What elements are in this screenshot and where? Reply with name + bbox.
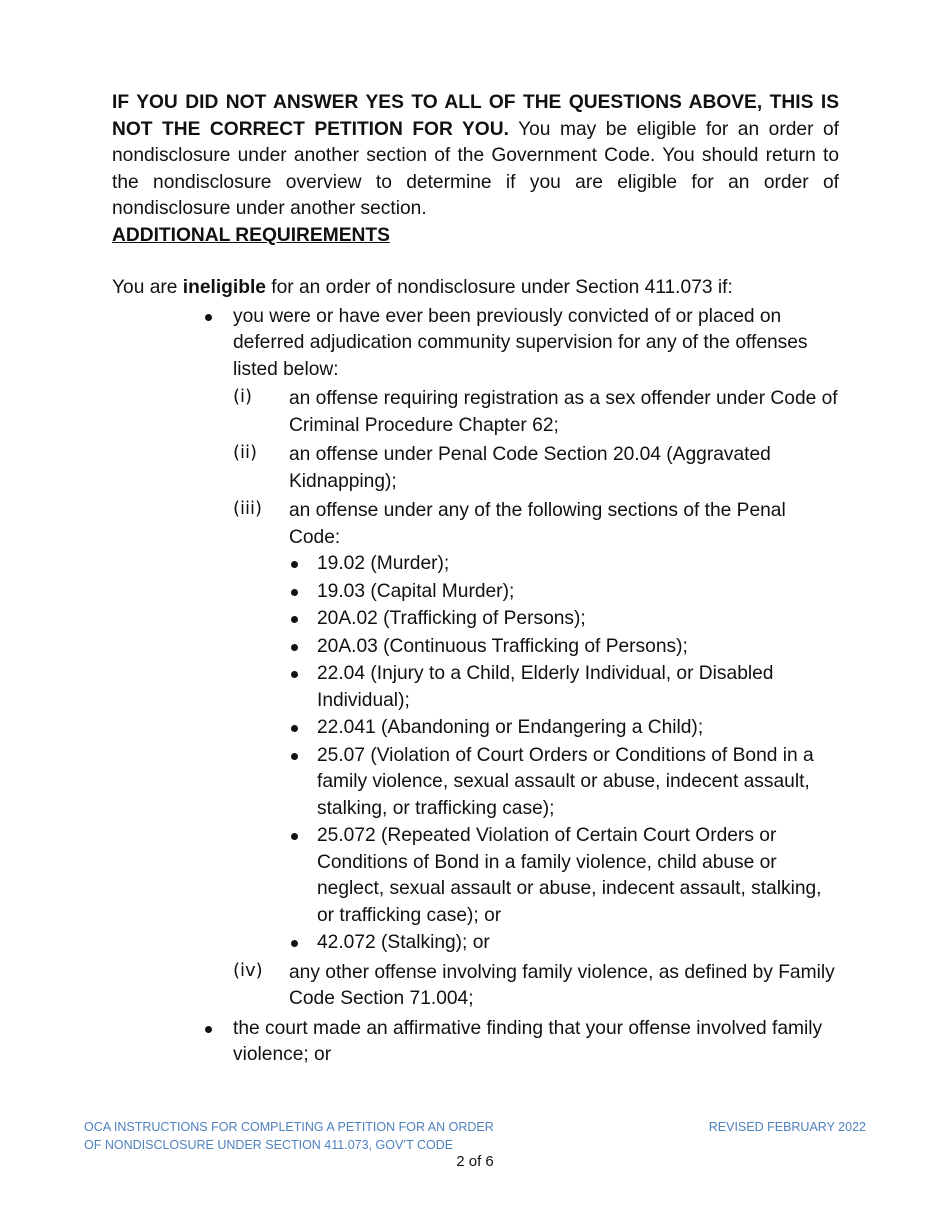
footer-title-line-1: OCA INSTRUCTIONS FOR COMPLETING A PETITION FOR AN ORDER (84, 1120, 494, 1134)
penal-code-item (289, 551, 839, 578)
intro-text: You may be eligible for an order of nondisclosure under another section of the Government Code. You should return to the nondisclosure overview to determine if you are eligible for an order of nondisclosure under another section. (112, 118, 839, 219)
bullet-icon (205, 1026, 212, 1033)
section-heading: ADDITIONAL REQUIREMENTS (112, 224, 390, 246)
penal-code-list (289, 551, 839, 957)
offense-item (233, 442, 839, 495)
bullet-icon (291, 616, 298, 623)
list-item-text: the court made an affirmative finding that your offense involved family violence; or (233, 1017, 823, 1065)
offense-label: (iii) (233, 498, 263, 519)
penal-code-item (289, 715, 839, 742)
footer-document-title (84, 1118, 494, 1154)
bullet-icon (291, 671, 298, 678)
offense-item (233, 960, 839, 1013)
offense-label: (i) (233, 386, 253, 407)
bullet-icon (291, 589, 298, 596)
ineligibility-lead (112, 275, 839, 302)
offense-text: an offense requiring registration as a sex offender under Code of Criminal Procedure Chapter 62; (289, 388, 838, 436)
offense-text: an offense under any of the following sections of the Penal Code: (289, 500, 786, 548)
intro-warning: IF YOU DID NOT ANSWER YES TO ALL OF THE QUESTIONS ABOVE, THIS IS NOT THE CORRECT PETITION FOR YOU. (112, 92, 839, 140)
penal-code-text: 42.072 (Stalking); or (317, 932, 490, 953)
offense-item (233, 386, 839, 439)
bullet-icon (291, 940, 298, 947)
penal-code-text: 25.072 (Repeated Violation of Certain Court Orders or Conditions of Bond in a family violence, child abuse or neglect, sexual assault or abuse, indecent assault, stalking, or trafficking case); or (317, 825, 822, 926)
penal-code-item (289, 606, 839, 633)
list-item-text: you were or have ever been previously convicted of or placed on deferred adjudication community supervision for any of the offenses listed below: (233, 305, 808, 380)
penal-code-text: 19.02 (Murder); (317, 553, 450, 574)
penal-code-item (289, 743, 839, 823)
ineligibility-list (112, 304, 839, 1069)
lead-text-before: You are (112, 277, 183, 298)
lead-text-bold: ineligible (182, 277, 266, 298)
offense-label: (ii) (233, 442, 258, 463)
bullet-icon (205, 314, 212, 321)
intro-paragraph (112, 90, 839, 223)
penal-code-item (289, 579, 839, 606)
penal-code-text: 22.041 (Abandoning or Endangering a Child); (317, 717, 704, 738)
offense-item (233, 498, 839, 957)
bullet-icon (291, 561, 298, 568)
bullet-icon (291, 753, 298, 760)
offense-text: an offense under Penal Code Section 20.04 (Aggravated Kidnapping); (289, 444, 771, 492)
footer-title-line-2: OF NONDISCLOSURE UNDER SECTION 411.073, GOV’T CODE (84, 1138, 454, 1152)
penal-code-item (289, 823, 839, 929)
penal-code-text: 20A.03 (Continuous Trafficking of Persons); (317, 635, 688, 657)
lead-text-after: for an order of nondisclosure under Section 411.073 if: (265, 277, 733, 298)
penal-code-item (289, 661, 839, 714)
penal-code-text: 20A.02 (Trafficking of Persons); (317, 608, 586, 629)
bullet-icon (291, 833, 298, 840)
penal-code-text: 22.04 (Injury to a Child, Elderly Individual, or Disabled Individual); (317, 663, 774, 711)
list-item (205, 304, 839, 1013)
penal-code-item (289, 634, 839, 661)
document-body (112, 90, 839, 1069)
footer-revision-date: REVISED FEBRUARY 2022 (708, 1120, 866, 1134)
penal-code-item (289, 930, 839, 957)
bullet-icon (291, 644, 298, 651)
list-item (205, 1016, 839, 1069)
penal-code-text: 25.07 (Violation of Court Orders or Conditions of Bond in a family violence, sexual assault or abuse, indecent assault, stalking, or trafficking case); (317, 744, 814, 819)
offense-label: (iv) (233, 959, 263, 981)
penal-code-text: 19.03 (Capital Murder); (317, 580, 515, 602)
offense-text: any other offense involving family violence, as defined by Family Code Section 71.004; (289, 961, 835, 1009)
offense-list (233, 386, 839, 1013)
page-number: 2 of 6 (456, 1153, 494, 1170)
bullet-icon (291, 725, 298, 732)
